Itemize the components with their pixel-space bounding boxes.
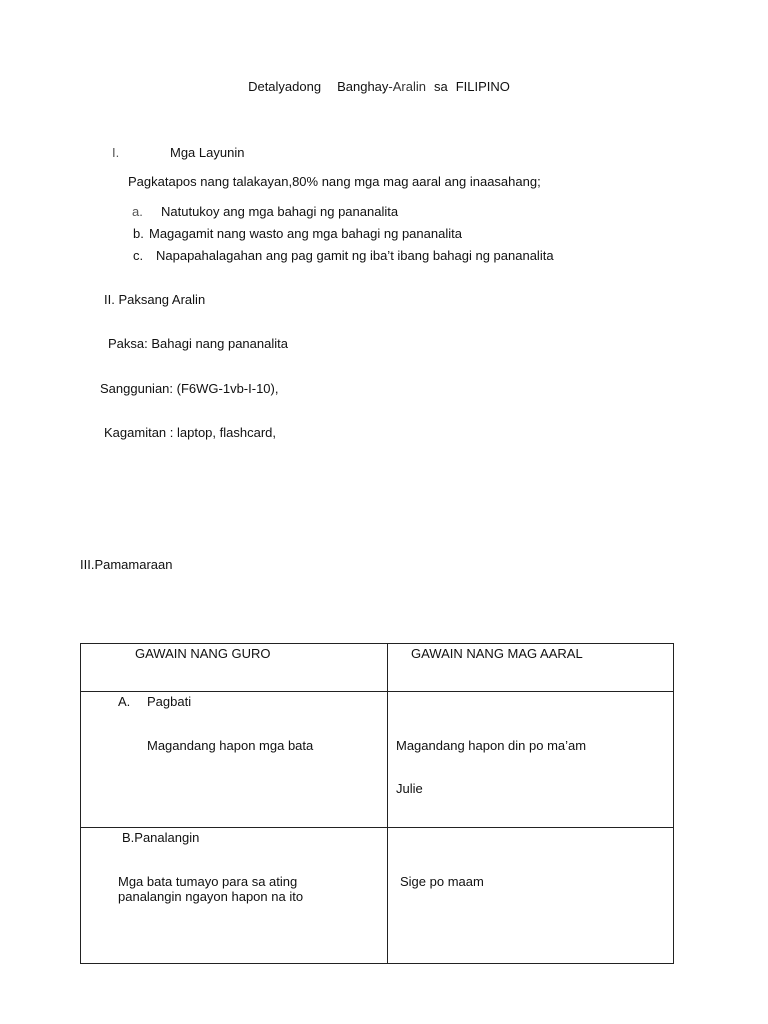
procedure-table: [80, 643, 674, 964]
objective-b-letter: b.: [133, 226, 144, 241]
objective-b-text: Magagamit nang wasto ang mga bahagi ng pananalita: [149, 226, 462, 241]
kagamitan-line: Kagamitan : laptop, flashcard,: [104, 425, 276, 440]
objective-c-text: Napapahalagahan ang pag gamit ng iba’t ibang bahagi ng pananalita: [156, 248, 554, 263]
panalangin-student-cell: [388, 828, 674, 964]
title-word-sa: sa: [433, 79, 448, 94]
title-word-filipino: FILIPINO: [455, 79, 510, 94]
paksa-line: Paksa: Bahagi nang pananalita: [108, 336, 288, 351]
section-2-heading: II. Paksang Aralin: [104, 292, 206, 307]
objectives-intro: Pagkatapos nang talakayan,80% nang mga mag aaral ang inaasahang;: [128, 174, 541, 189]
header-teacher-label: GAWAIN NANG GURO: [135, 646, 271, 661]
objective-c-letter: c.: [133, 248, 144, 263]
objective-a-letter: a.: [132, 204, 143, 219]
table-header-row: [81, 644, 674, 692]
pagbati-student-cell: [388, 692, 674, 828]
table-row-panalangin: [81, 828, 674, 964]
pagbati-student-line-2: Julie: [396, 781, 423, 796]
title-word-aralin: -Aralin: [388, 79, 426, 94]
pagbati-teacher-cell: [81, 692, 388, 828]
section-1-heading: Mga Layunin: [170, 145, 245, 160]
sanggunian-line: Sanggunian: (F6WG-1vb-I-10),: [100, 381, 279, 396]
header-student-label: GAWAIN NANG MAG AARAL: [411, 646, 583, 661]
pagbati-student-line-1: Magandang hapon din po ma’am: [396, 738, 587, 753]
panalangin-label: B.Panalangin: [122, 830, 200, 845]
panalangin-teacher-line-2: panalangin ngayon hapon na ito: [118, 889, 304, 904]
section-3-heading: III.Pamamaraan: [80, 557, 173, 572]
document-title: [0, 79, 758, 94]
panalangin-teacher-line-1: Mga bata tumayo para sa ating: [118, 874, 298, 889]
title-word-banghay: Banghay: [337, 79, 389, 94]
panalangin-teacher-cell: [81, 828, 388, 964]
pagbati-label: Pagbati: [147, 694, 192, 709]
table-header-student: [388, 644, 674, 692]
title-word-detalyadong: Detalyadong: [248, 79, 322, 94]
panalangin-student-text: Sige po maam: [400, 874, 484, 889]
objective-a-text: Natutukoy ang mga bahagi ng pananalita: [161, 204, 399, 219]
pagbati-letter: A.: [118, 694, 131, 709]
section-1-number: I.: [112, 145, 120, 160]
table-header-teacher: [81, 644, 388, 692]
table-row-pagbati: [81, 692, 674, 828]
pagbati-teacher-text: Magandang hapon mga bata: [147, 738, 314, 753]
